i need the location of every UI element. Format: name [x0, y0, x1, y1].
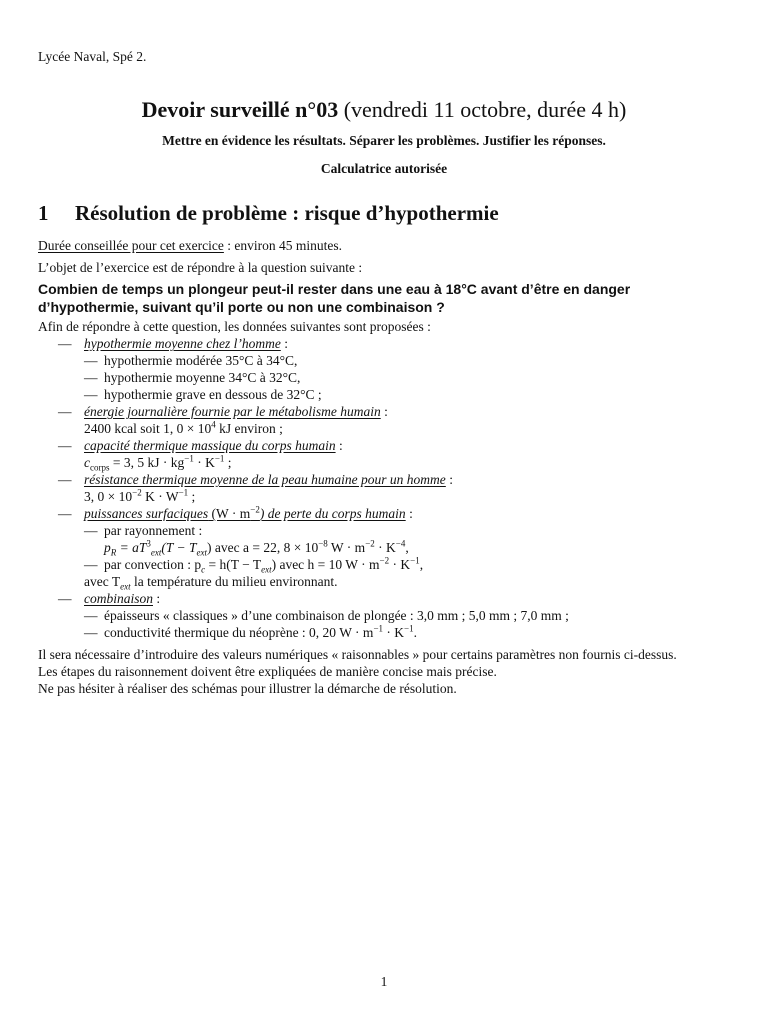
closing-line-2: Les étapes du raisonnement doivent être expliquées de manière concise mais précise. — [38, 664, 497, 679]
duration-line — [38, 237, 730, 254]
list-item: — capacité thermique massique du corps humain : — [58, 438, 343, 453]
list-item: — hypothermie moyenne chez l’homme : — [58, 336, 288, 351]
main-question: Combien de temps un plongeur peut-il rester dans une eau à 18°C avant d’être en danger d’hypothermie, suivant qu’il porte ou non une combinaison ? — [38, 281, 631, 315]
closing-line-1: Il sera nécessaire d’introduire des valeurs numériques « raisonnables » pour certains paramètres non fournis ci-dessus. — [38, 647, 677, 662]
section-heading — [38, 200, 499, 226]
objective-line: L’objet de l’exercice est de répondre à la question suivante : — [38, 260, 363, 275]
calculator-note: Calculatrice autorisée — [320, 161, 448, 176]
list-item: avec $T_{ext}$ la température du milieu environnant. — [84, 574, 338, 592]
duration-label: Durée conseillée pour cet exercice — [38, 238, 224, 253]
list-item: — hypothermie grave en dessous de 32°C ; — [84, 387, 322, 402]
list-item: — résistance thermique moyenne de la peau humaine pour un homme : — [58, 472, 453, 487]
exercise-body — [38, 237, 730, 697]
list-item: 2400 kcal soit 1, $0 \times 10^4$ kJ environ ; — [84, 419, 283, 436]
list-item: — hypothermie moyenne 34°C à 32°C, — [84, 370, 301, 385]
section-number: 1 — [38, 201, 49, 225]
list-item: — épaisseurs « classiques » d’une combinaison de plongée : 3,0 mm ; 5,0 mm ; 7,0 mm ; — [84, 608, 569, 623]
closing-line-3: Ne pas hésiter à réaliser des schémas pour illustrer la démarche de résolution. — [38, 681, 457, 696]
list-item: — puissances surfaciques $(W \cdot m^{-2})$ de perte du corps humain : — [58, 504, 413, 521]
document-page — [38, 0, 730, 1024]
page-number: 1 — [380, 974, 388, 989]
data-intro: Afin de répondre à cette question, les données suivantes sont proposées : — [38, 319, 431, 334]
title-bold: Devoir surveillé n°03 — [141, 97, 339, 122]
list-item: — conductivité thermique du néoprène : 0, 20 $W \cdot m^{-1} \cdot K^{-1}$. — [84, 623, 417, 640]
list-item: — énergie journalière fournie par le métabolisme humain : — [58, 404, 388, 419]
section-title: Résolution de problème : risque d’hypothermie — [75, 201, 499, 225]
list-item: $p_R = aT^3_{ext}(T - T_{ext})$ avec a = 22, $8 \times 10^{-8}$ $W \cdot m^{-2} \cdot K^{-4}$, — [104, 538, 409, 558]
list-item: $c_{corps} = 3$, 5 kJ · $kg^{-1} \cdot K^{-1}$ ; — [84, 453, 232, 473]
title-date: (vendredi 11 octobre, durée 4 h) — [338, 97, 627, 122]
data-list — [38, 335, 730, 641]
list-item: — par rayonnement : — [84, 523, 203, 538]
school-name: Lycée Naval, Spé 2. — [38, 49, 147, 64]
title-block — [38, 96, 730, 177]
instructions: Mettre en évidence les résultats. Séparer les problèmes. Justifier les réponses. — [162, 133, 606, 148]
list-item: — combinaison : — [58, 591, 161, 606]
list-item: — hypothermie modérée 35°C à 34°C, — [84, 353, 298, 368]
duration-value: : environ 45 minutes. — [223, 238, 343, 253]
list-item: 3, $0 \times 10^{-2}$ $K \cdot W^{-1}$ ; — [84, 487, 196, 504]
page-title — [38, 96, 730, 124]
list-item: — par convection : $p_c = h(T - T_{ext})$ avec h = 10 $W \cdot m^{-2} \cdot K^{-1}$, — [84, 555, 424, 575]
